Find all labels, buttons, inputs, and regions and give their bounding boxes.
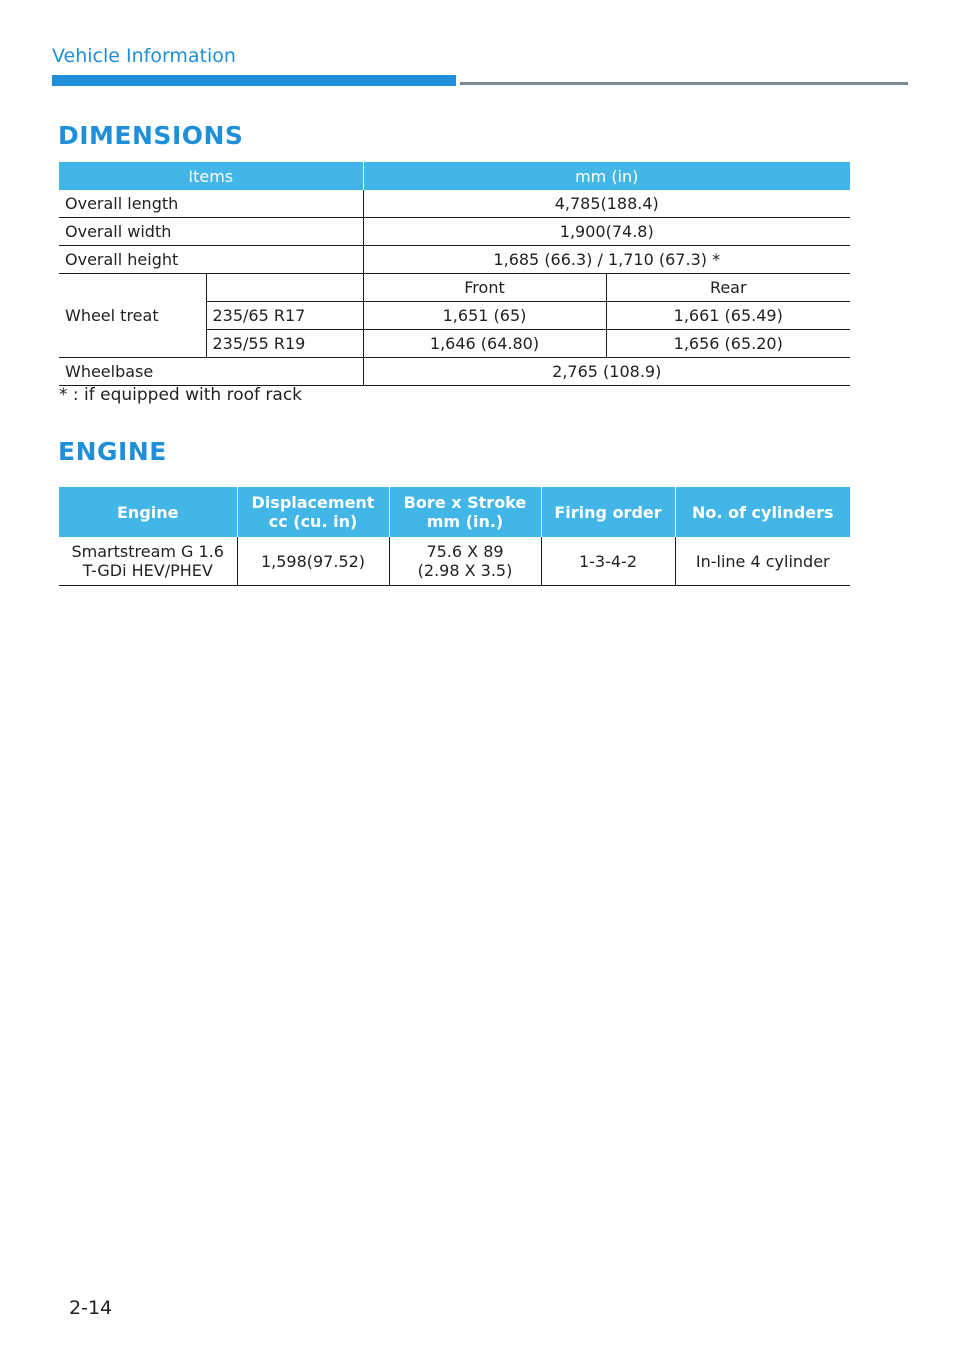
engine-displacement: 1,598(97.52): [237, 537, 389, 586]
table-row: [59, 537, 850, 586]
row-value: 1,685 (66.3) / 1,710 (67.3) *: [363, 246, 850, 274]
row-label: Overall length: [59, 190, 363, 218]
col-header-cylinders: No. of cylinders: [675, 487, 850, 537]
table-header-row: [59, 162, 850, 190]
engine-bore-stroke: 75.6 X 89 (2.98 X 3.5): [389, 537, 541, 586]
dimensions-footnote: * : if equipped with roof rack: [59, 385, 303, 405]
section-header-title: Vehicle Information: [52, 45, 236, 67]
engine-title: ENGINE: [58, 437, 167, 466]
row-value: 2,765 (108.9): [363, 358, 850, 386]
col-header-items: Items: [59, 162, 363, 190]
col-header-engine: Engine: [59, 487, 237, 537]
row-value: 4,785(188.4): [363, 190, 850, 218]
tread-rear: 1,656 (65.20): [606, 330, 850, 358]
tread-front: 1,651 (65): [363, 302, 606, 330]
dimensions-title: DIMENSIONS: [58, 121, 244, 150]
empty-cell: [206, 274, 363, 302]
row-label: Overall width: [59, 218, 363, 246]
col-header-firing-order: Firing order: [541, 487, 675, 537]
page-number: 2-14: [69, 1297, 113, 1319]
table-header-row: [59, 487, 850, 537]
header-accent-bar: [52, 75, 456, 86]
row-label: Wheelbase: [59, 358, 363, 386]
row-label: Overall height: [59, 246, 363, 274]
subheader-rear: Rear: [606, 274, 850, 302]
engine-table: [59, 487, 850, 586]
table-row: [59, 246, 850, 274]
engine-cylinders: In-line 4 cylinder: [675, 537, 850, 586]
tire-size: 235/55 R19: [206, 330, 363, 358]
table-row: [59, 274, 850, 302]
tread-front: 1,646 (64.80): [363, 330, 606, 358]
subheader-front: Front: [363, 274, 606, 302]
tread-rear: 1,661 (65.49): [606, 302, 850, 330]
engine-firing-order: 1-3-4-2: [541, 537, 675, 586]
col-header-unit: mm (in): [363, 162, 850, 190]
table-row: [59, 190, 850, 218]
col-header-displacement: Displacement cc (cu. in): [237, 487, 389, 537]
table-row: [59, 218, 850, 246]
tire-size: 235/65 R17: [206, 302, 363, 330]
engine-name: Smartstream G 1.6 T-GDi HEV/PHEV: [59, 537, 237, 586]
row-label-wheel-treat: Wheel treat: [59, 274, 206, 358]
dimensions-table: [59, 162, 850, 386]
header-divider-line: [460, 82, 908, 85]
row-value: 1,900(74.8): [363, 218, 850, 246]
table-row: [59, 358, 850, 386]
col-header-bore-stroke: Bore x Stroke mm (in.): [389, 487, 541, 537]
